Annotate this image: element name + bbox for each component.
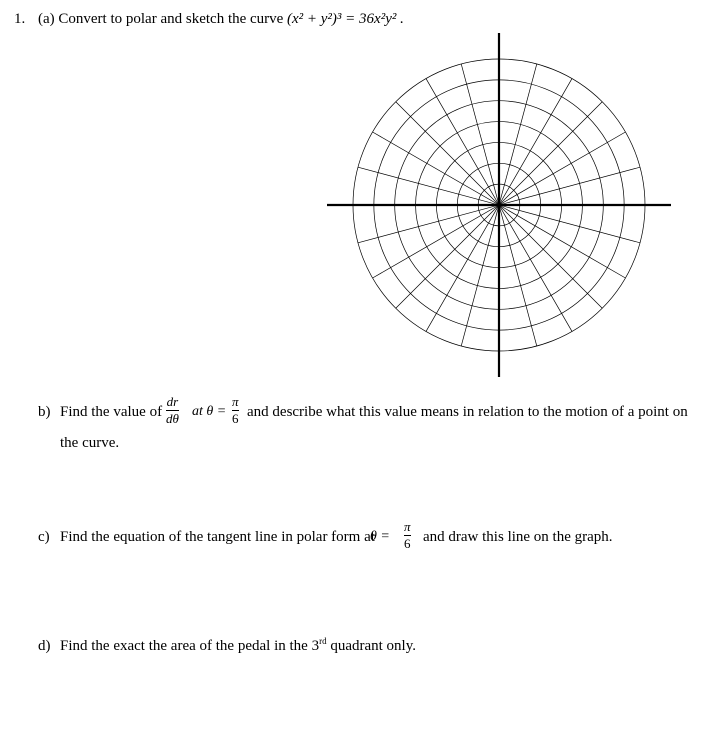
fraction-six: 6 bbox=[404, 536, 411, 551]
fraction-pi: π bbox=[404, 519, 411, 534]
fraction-denominator: dθ bbox=[166, 411, 179, 426]
part-d-label: d) bbox=[38, 638, 51, 654]
part-c-text-before: Find the equation of the tangent line in polar form at bbox=[60, 529, 375, 545]
fraction-numerator: dr bbox=[166, 394, 179, 409]
fraction-pi: π bbox=[232, 394, 239, 409]
part-d-text-before: Find the exact the area of the pedal in the 3 bbox=[60, 638, 320, 654]
part-b-text-before: Find the value of bbox=[60, 404, 163, 420]
derivative-fraction bbox=[166, 395, 179, 426]
theta-fraction bbox=[232, 395, 239, 426]
part-a-text: (a) Convert to polar and sketch the curve bbox=[38, 11, 284, 27]
part-c-label: c) bbox=[38, 529, 50, 545]
part-d-text-after: quadrant only. bbox=[330, 638, 416, 654]
part-b-label: b) bbox=[38, 404, 51, 420]
part-d-text bbox=[60, 637, 416, 655]
part-d-superscript: rd bbox=[319, 636, 327, 646]
part-b-text-line2: the curve. bbox=[60, 435, 120, 451]
part-c-text-after: and draw this line on the graph. bbox=[423, 529, 613, 545]
part-a-equation: (x² + y²)³ = 36x²y² . bbox=[287, 11, 404, 27]
polar-grid bbox=[327, 33, 671, 377]
part-b-text-after: and describe what this value means in relation to the motion of a point on bbox=[247, 404, 688, 420]
part-b-at-theta: at θ = bbox=[192, 404, 227, 419]
part-c-theta: θ = bbox=[370, 529, 390, 544]
fraction-six: 6 bbox=[232, 411, 239, 426]
theta-fraction bbox=[404, 520, 411, 551]
question-number: 1. bbox=[14, 11, 26, 27]
